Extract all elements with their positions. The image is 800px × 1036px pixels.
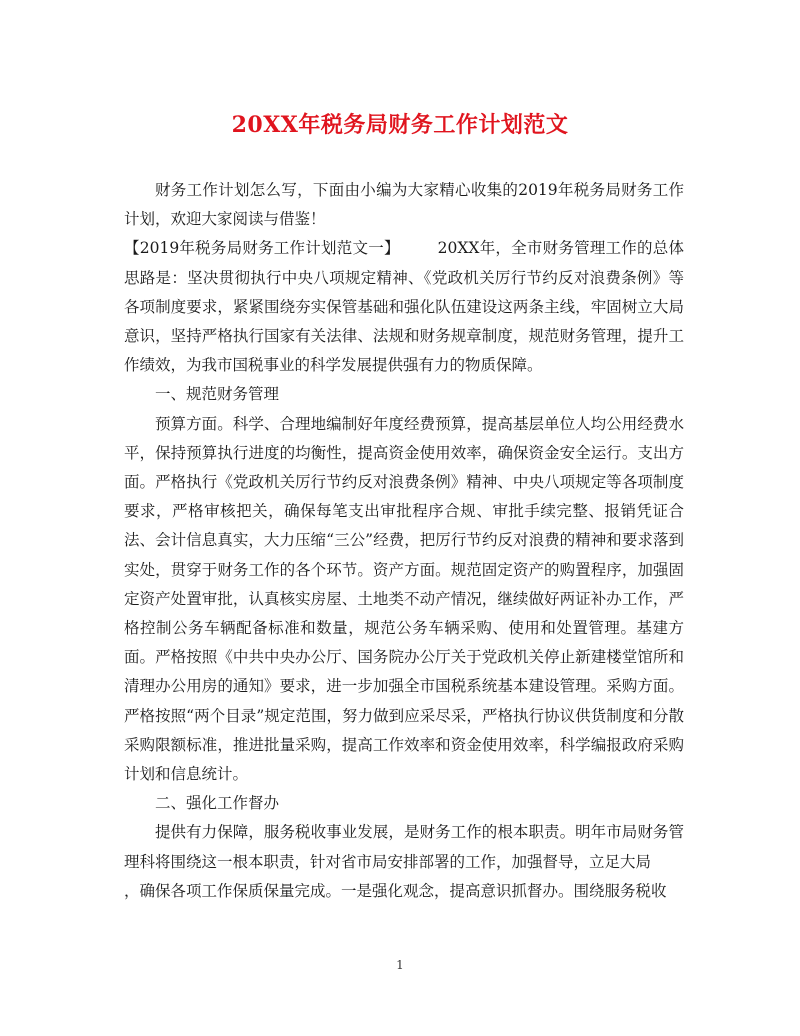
- page-number: 1: [396, 958, 404, 972]
- paragraph-text: 20XX年，全市财务管理工作的总体思路是：坚决贯彻执行中央八项规定精神、《党政机关厉行节约反对浪费条例》等各项制度要求，紧紧围绕夯实保管基础和强化队伍建设这两条主线，牢固树立大局意识，坚持严格执行国家有关法律、法规和财务规章制度，规范财务管理，提升工作绩效，为我市国税事业的科学发展提供强有力的物质保障。: [124, 239, 684, 375]
- section-heading: 【2019年税务局财务工作计划范文一】: [124, 239, 400, 258]
- document-title: 20XX年税务局财务工作计划范文: [231, 112, 569, 138]
- heading-regulate-finance: 一、规范财务管理: [155, 385, 280, 404]
- heading-strengthen-supervision: 二、强化工作督办: [155, 794, 280, 813]
- paragraph-text-continued: ，确保各项工作保质保量完成。一是强化观念，提高意识抓督办。围绕服务税收: [124, 881, 667, 900]
- section-paragraph: [124, 234, 684, 380]
- paragraph-regulate-finance: 预算方面。科学、合理地编制好年度经费预算，提高基层单位人均公用经费水平，保持预算执行进度的均衡性，提高资金使用效率，确保资金安全运行。支出方面。严格执行《党政机关厉行节约反对浪费条例》精神、中央八项规定等各项制度要求，严格审核把关，确保每笔支出审批程序合规、审批手续完整、报销凭证合法、会计信息真实，大力压缩“三公”经费，把厉行节约反对浪费的精神和要求落到实处，贯穿于财务工作的各个环节。资产方面。规范固定资产的购置程序，加强固定资产处置审批，认真核实房屋、土地类不动产情况，继续做好两证补办工作，严格控制公务车辆配备标准和数量，规范公务车辆采购、使用和处置管理。基建方面。严格按照《中共中央办公厅、国务院办公厅关于党政机关停止新建楼堂馆所和清理办公用房的通知》要求，进一步加强全市国税系统基本建设管理。采购方面。严格按照“两个目录”规定范围，努力做到应采尽采，严格执行协议供货制度和分散采购限额标准，推进批量采购，提高工作效率和资金使用效率，科学编报政府采购计划和信息统计。: [124, 414, 684, 784]
- paragraph-strengthen-supervision: [124, 818, 684, 906]
- document-body: [124, 176, 684, 906]
- intro-paragraph: 财务工作计划怎么写，下面由小编为大家精心收集的2019年税务局财务工作计划，欢迎大家阅读与借鉴！: [124, 181, 684, 229]
- paragraph-text: 提供有力保障，服务税收事业发展，是财务工作的根本职责。明年市局财务管理科将围绕这一根本职责，针对省市局安排部署的工作，加强督导，立足大局: [124, 823, 684, 871]
